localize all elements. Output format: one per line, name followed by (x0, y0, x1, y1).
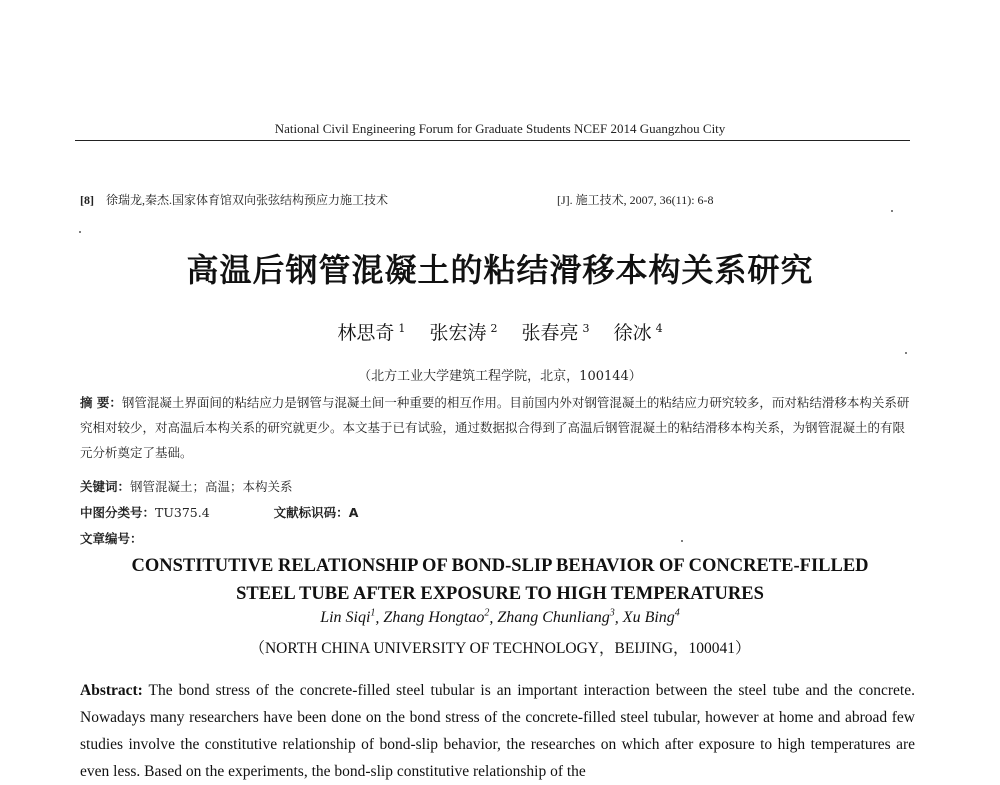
affiliation-en: （NORTH CHINA UNIVERSITY OF TECHNOLOGY，BEIJING，100041） (249, 640, 751, 657)
reference-text: 徐瑞龙,秦杰.国家体育馆双向张弦结构预应力施工技术 (106, 193, 389, 207)
author-en: Xu Bing$^4$ (622, 608, 680, 627)
document-code-value: A (348, 505, 359, 520)
article-number-line (80, 529, 143, 547)
author-en: Lin Siqi$^1$ (320, 608, 376, 627)
article-number-label: 文章编号： (80, 531, 143, 546)
document-code-label: 文献标识码： (273, 505, 349, 520)
abstract-cn-text: 钢管混凝土界面间的粘结应力是钢管与混凝土间一种重要的相互作用。目前国内外对钢管混凝土的粘结应力研究较多，而对粘结滑移本构关系研究相对较少，对高温后本构关系的研究就更少。本文基于已有试验，通过数据拟合得到了高温后钢管混凝土的粘结滑移本构关系，为钢管混凝土的有限元分析奠定了基础。 (80, 395, 910, 460)
header-rule (75, 140, 910, 141)
author-cn: 张春亮 $^3$ (521, 321, 590, 344)
scan-speck (891, 210, 893, 212)
keywords-cn (80, 477, 293, 495)
author-cn: 徐冰 $^4$ (613, 321, 663, 344)
author-cn: 张宏涛 $^2$ (429, 321, 498, 344)
scan-speck (905, 352, 907, 354)
affiliation-cn: （北方工业大学建筑工程学院，北京，100144） (358, 369, 642, 384)
keywords-text: 钢管混凝土；高温；本构关系 (130, 479, 293, 494)
reference-source: [J]. 施工技术, 2007, 36(11): 6-8 (557, 193, 714, 207)
running-header: National Civil Engineering Forum for Graduate Students NCEF 2014 Guangzhou City (274, 121, 726, 136)
classification-value: TU375.4 (155, 505, 210, 520)
classification-label: 中图分类号： (80, 505, 156, 520)
reference-entry (80, 191, 714, 208)
abstract-en (80, 677, 915, 785)
abstract-en-label: Abstract: (80, 682, 143, 699)
author-en: Zhang Hongtao$^2$ (383, 608, 490, 627)
title-en-line-1: CONSTITUTIVE RELATIONSHIP OF BOND-SLIP BEHAVIOR OF CONCRETE-FILLED (131, 556, 869, 576)
abstract-en-text: The bond stress of the concrete-filled steel tubular is an important interaction between the steel tube and the concrete. Nowadays many researchers have been done on the bond stress of the concrete-filled steel tubular, however at home and abroad few studies involve the constitutive relationship of bond-slip behavior, the researches on which after exposure to high temperatures are even less. Based on the experiments, the bond-slip constitutive relationship of the (80, 682, 915, 780)
scan-speck (79, 231, 81, 233)
title-en-line-2: STEEL TUBE AFTER EXPOSURE TO HIGH TEMPERATURES (236, 584, 764, 604)
abstract-cn (80, 390, 915, 465)
reference-number: [8] (80, 193, 94, 207)
authors-cn (0, 318, 1000, 345)
keywords-label: 关键词： (80, 479, 131, 494)
classification-line (80, 503, 358, 521)
scan-speck (681, 540, 683, 542)
title-cn: 高温后钢管混凝土的粘结滑移本构关系研究 (186, 251, 814, 289)
author-en: Zhang Chunliang$^3$ (497, 608, 615, 627)
title-en (0, 552, 1000, 608)
authors-en: Lin Siqi$^1$, Zhang Hongtao$^2$, Zhang Chunliang$^3$, Xu Bing$^4$ (320, 608, 680, 627)
author-cn: 林思奇 $^1$ (337, 321, 406, 344)
abstract-cn-label: 摘 要： (80, 395, 122, 410)
